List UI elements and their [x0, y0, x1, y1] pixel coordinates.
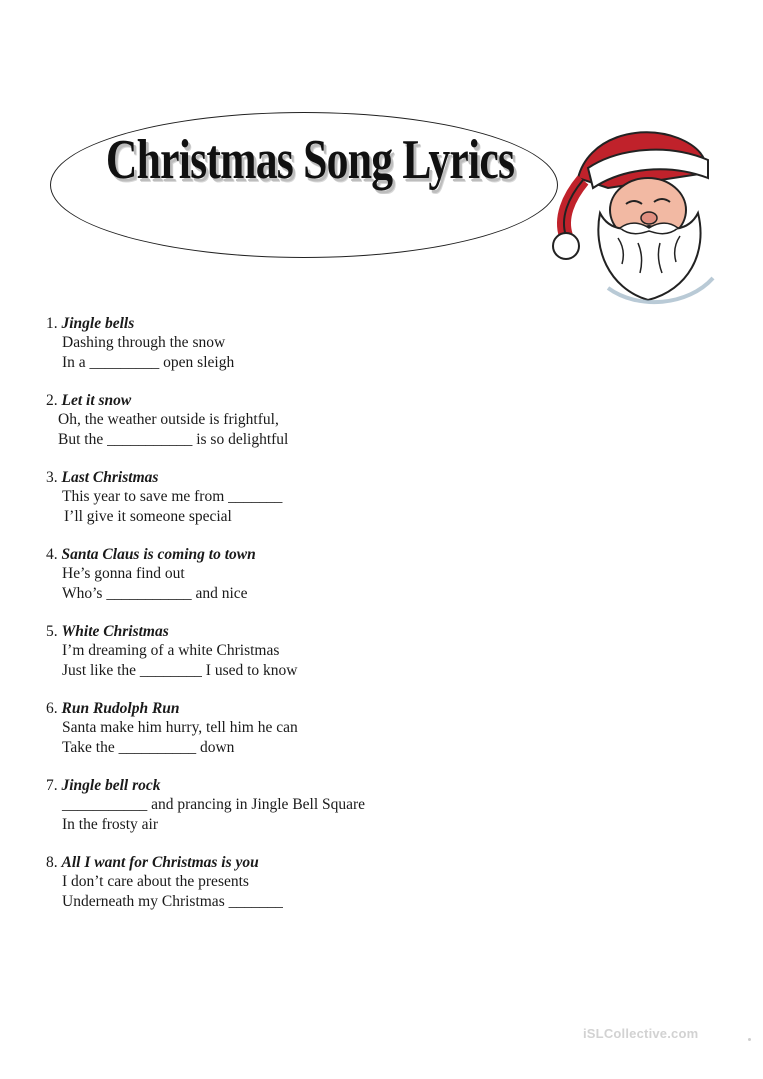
lyric-line-blank: This year to save me from _______ [62, 488, 283, 505]
lyric-line-blank: But the ___________ is so delightful [58, 430, 289, 448]
song-title: White Christmas [61, 623, 169, 640]
song-heading [46, 699, 546, 718]
lyric-line: Santa make him hurry, tell him he can [62, 719, 298, 736]
song-item [46, 776, 546, 834]
song-title: Jingle bells [61, 315, 135, 332]
song-item [46, 622, 546, 680]
song-heading [46, 468, 546, 487]
song-number: 4. [46, 546, 58, 563]
song-heading [46, 853, 546, 872]
lyric-line-blank: Underneath my Christmas _______ [62, 892, 283, 910]
lyric-line-blank: ___________ and prancing in Jingle Bell Square [62, 796, 366, 813]
song-title: Santa Claus is coming to town [61, 546, 256, 563]
song-heading [46, 776, 546, 795]
lyric-line-blank: Just like the ________ I used to know [62, 661, 298, 679]
lyric-line: I’m dreaming of a white Christmas [62, 642, 280, 659]
song-title: Last Christmas [61, 469, 159, 486]
song-item [46, 699, 546, 757]
lyric-line: I’ll give it someone special [64, 507, 232, 525]
song-heading [46, 391, 546, 410]
song-heading [46, 545, 546, 564]
lyric-line: Oh, the weather outside is frightful, [58, 411, 279, 428]
song-heading [46, 314, 546, 333]
song-number: 2. [46, 392, 58, 409]
page-title: Christmas Song Lyrics [105, 129, 515, 191]
song-number: 7. [46, 777, 58, 794]
song-item [46, 545, 546, 603]
song-title: Let it snow [61, 392, 132, 409]
lyric-line: Dashing through the snow [62, 334, 226, 351]
song-title: Jingle bell rock [61, 777, 161, 794]
lyric-line-blank: Who’s ___________ and nice [62, 584, 248, 602]
lyric-line: I don’t care about the presents [62, 873, 249, 890]
song-title: All I want for Christmas is you [61, 854, 259, 871]
lyric-line: He’s gonna find out [62, 565, 185, 582]
song-number: 5. [46, 623, 58, 640]
song-item [46, 853, 546, 911]
song-number: 8. [46, 854, 58, 871]
footer-watermark: iSLCollective.com [583, 1026, 699, 1041]
song-number: 3. [46, 469, 58, 486]
lyric-line-blank: Take the __________ down [62, 738, 235, 756]
song-item [46, 391, 546, 449]
song-number: 6. [46, 700, 58, 717]
song-item [46, 468, 546, 526]
song-item [46, 314, 546, 372]
song-number: 1. [46, 315, 58, 332]
santa-claus-icon [548, 118, 724, 308]
footer-dot [748, 1038, 751, 1041]
song-title: Run Rudolph Run [61, 700, 180, 717]
song-heading [46, 622, 546, 641]
lyric-line: In the frosty air [62, 815, 158, 833]
lyric-line-blank: In a _________ open sleigh [62, 353, 235, 371]
song-list [46, 314, 546, 930]
